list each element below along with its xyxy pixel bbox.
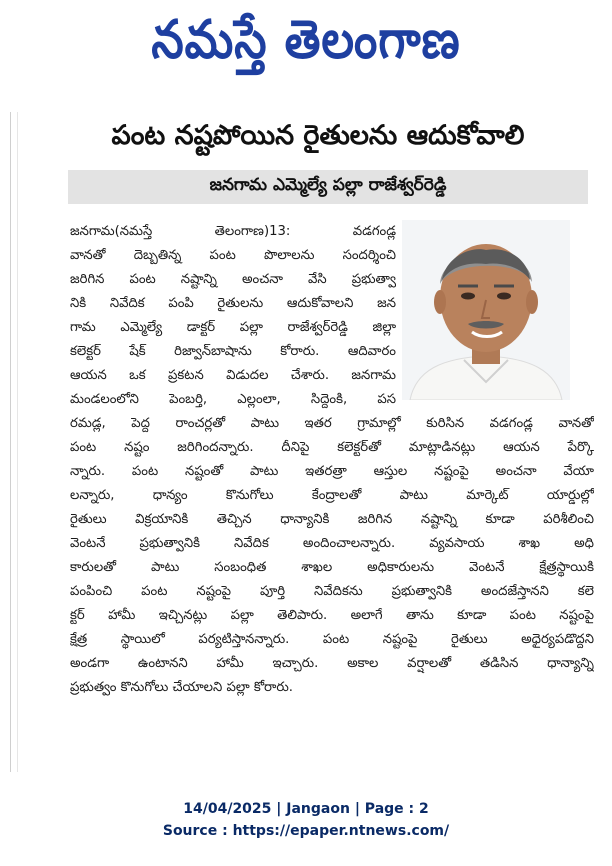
edition-info: 14/04/2025 | Jangaon | Page : 2	[183, 801, 429, 817]
article-body-line: వెంటనే ప్రభుత్వానికి నివేదిక అందించాలన్నారు. వ్యవసాయ శాఖ అధి	[70, 536, 594, 551]
article-body-line: ఆయన ఒక ప్రకటన విడుదల చేశారు. జనగామ	[70, 368, 396, 383]
article-body-line: పంట నష్టం జరిగిందన్నారు. దీనిపై కలెక్టర్‌తో మాట్లాడినట్లు ఆయన పేర్కొ	[70, 440, 594, 455]
article-clipping	[0, 108, 612, 780]
article-body-line: అండగా ఉంటానని హామీ ఇచ్చారు. అకాల వర్షాలతో తడిసిన ధాన్యాన్ని	[70, 656, 594, 671]
masthead	[0, 0, 612, 92]
column-divider	[10, 112, 18, 772]
article-body-line: జనగామ(నమస్తే తెలంగాణ)13: వడగండ్ల	[70, 224, 396, 239]
article-body-line: రమడ్ల, పెద్ద రాంచర్లతో పాటు ఇతర గ్రామాల్లో కురిసిన వడగండ్ల వానతో	[70, 416, 594, 431]
source-url: Source : https://epaper.ntnews.com/	[162, 823, 450, 839]
article-body	[70, 220, 594, 700]
article-headline: పంట నష్టపోయిన రైతులను ఆదుకోవాలి	[111, 120, 525, 151]
article-body-line: క్టర్ హామీ ఇచ్చినట్లు పల్లా తెలిపారు. అలాగే తాను కూడా పంట నష్టంపై	[70, 608, 594, 623]
article-body-line: లన్నారు, ధాన్యం కొనుగోలు కేంద్రాలతో పాటు మార్కెట్ యార్డుల్లో	[70, 488, 594, 503]
article-body-line: ప్రభుత్వం కొనుగోలు చేయాలని పల్లా కోరారు.	[70, 680, 293, 695]
article-body-line: నికి నివేదిక పంపి రైతులను ఆదుకోవాలని జన	[70, 296, 396, 311]
article-body-line: గామ ఎమ్మెల్యే డాక్టర్ పల్లా రాజేశ్వర్‌రెడ్డి జిల్లా	[70, 320, 396, 335]
page-footer	[0, 798, 612, 842]
article-body-line: పంపించి పంట నష్టంపై పూర్తి నివేదికను ప్రభుత్వానికి అందజేస్తానని కలె	[70, 584, 594, 599]
article-body-line: కలెక్టర్ షేక్ రిజ్వాన్‌బాషాను కోరారు. ఆదివారం	[70, 344, 396, 359]
article-body-line: న్నారు. పంట నష్టంతో పాటు ఇతరత్రా ఆస్తుల నష్టంపై అంచనా వేయా	[70, 464, 594, 479]
article-body-line: క్షేత్ర స్థాయిలో పర్యటిస్తానన్నారు. పంట నష్టంపై రైతులు అధైర్యపడొద్దని	[70, 632, 594, 647]
article-body-line: రైతులు విక్రయానికి తెచ్చిన ధాన్యానికి జరిగిన నష్టాన్ని కూడా పరిశీలించి	[70, 512, 594, 527]
article-body-line: జరిగిన పంట నష్టాన్ని అంచనా వేసి ప్రభుత్వా	[70, 272, 396, 287]
article-body-line: మండలంలోని పెంబర్తి, ఎల్లంలా, సిద్దెంకి, పస	[70, 392, 396, 407]
article-subheadline: జనగామ ఎమ్మెల్యే పల్లా రాజేశ్వర్‌రెడ్డి	[68, 170, 588, 204]
article-body-line: వానతో దెబ్బతిన్న పంట పొలాలను సందర్శించి	[70, 248, 396, 263]
article-body-line: కారులతో పాటు సంబంధిత శాఖల అధికారులను వెంటనే క్షేత్రస్థాయికి	[70, 560, 594, 575]
newspaper-title: నమస్తే తెలంగాణ	[151, 8, 461, 71]
